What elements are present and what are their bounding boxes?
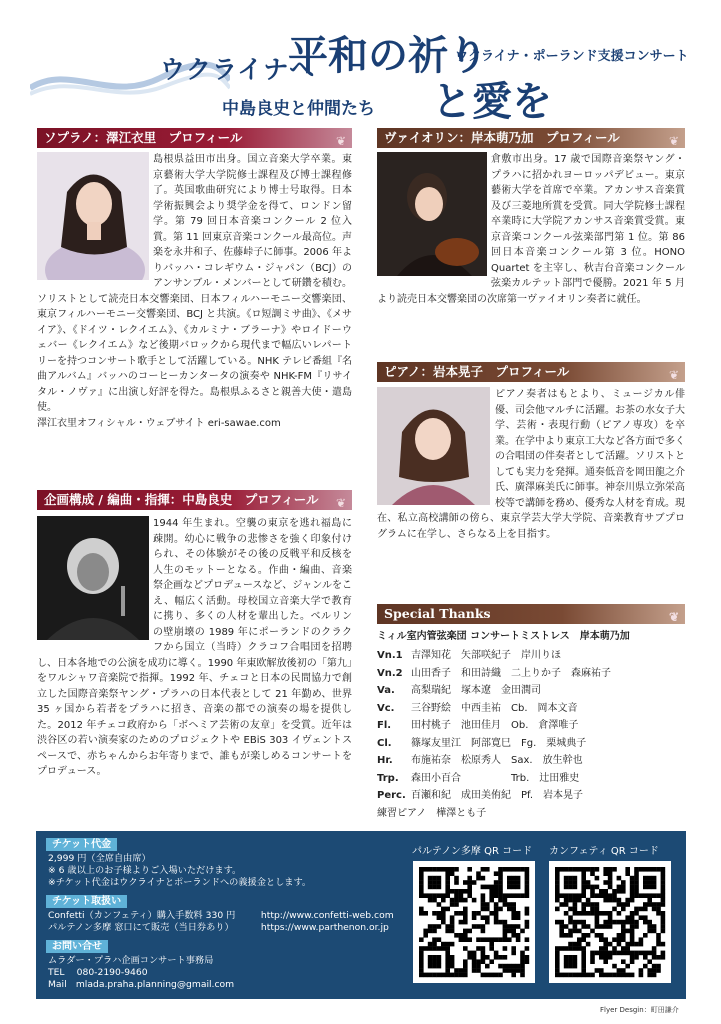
flourish-icon: ❦ xyxy=(335,134,346,148)
thanks-heading xyxy=(377,604,685,624)
thanks-row xyxy=(377,735,685,753)
qr-pattern xyxy=(549,861,671,983)
flourish-icon: ❦ xyxy=(668,134,679,148)
sales-row xyxy=(48,922,394,934)
piano-heading xyxy=(377,362,685,382)
violin-bio-text: 倉敷市出身。17 歳で国際音楽祭ヤング・プラハに招かれヨーロッパデビュー。東京藝術大学を首席で卒業。アカンサス音楽賞及び三菱地所賞を受賞。同大学院修士課程卒業時に大学院アカンサス音楽賞受賞。東京音楽コンクール弦楽部門第 1 位。第 86 回日本音楽コンクール第 3 位。HONO Quartet を主宰し、秋吉台音楽コンクール弦楽カルテット部門で優勝。2021 年 5 月より読売日本交響楽団の次席第一ヴァイオリン奏者に就任。 xyxy=(377,154,685,305)
piano-bio-text: ピアノ奏者はもとより、ミュージカル俳優、司会他マルチに活躍。お茶の水女子大学、芸術・表現行動（ピアノ専攻）を卒業。在学中より東京工大など各方面で多くの合唱団の伴奏者として活躍。ソリストとしても実力を発揮。通奏低音を岡田龍之介氏、廣澤麻美氏に師事。神奈川県立弥栄高校等で講師を務め、優秀な人材を育成。現在、私立高校講師の傍ら、東京学芸大学大学院、音楽教育サブプログラムに在学し、さらなる上を目指す。 xyxy=(377,389,685,540)
ticket-price-lines xyxy=(48,853,311,889)
ticket-line: 2,999 円（全席自由席） xyxy=(48,853,151,864)
flourish-icon: ❦ xyxy=(668,610,679,624)
thanks-row xyxy=(377,700,685,718)
contact-label: お問い合せ xyxy=(46,940,108,953)
designer-credit: Flyer Desgin：町田謙介 xyxy=(600,1006,679,1014)
thanks-row xyxy=(377,665,685,683)
conductor-heading xyxy=(37,490,352,510)
thanks-list xyxy=(377,647,685,822)
instrument-label: Va. xyxy=(377,685,395,696)
instrument-label: Perc. xyxy=(377,790,406,801)
player-names: 百瀬和紀 成田美侑紀 Pf. 岩本晃子 xyxy=(411,790,584,801)
qr-pattern xyxy=(413,861,535,983)
conductor-bio-text: 1944 年生まれ。空襲の東京を逃れ福島に疎開。幼心に戦争の悲惨さを強く印象付けられ、その体験がその後の反戦平和反核を人生のモットーとなる。作曲・編曲、音楽祭企画などプロデュースなど、ジャンルをこえ、幅広く活動。母校国立音楽大学で教育に携り、多くの人材を輩出した。ベルリンの壁崩壊の 1989 年にポーランドのクラクフから国立（当時）クラコフ合唱団を招聘し、日本各地での公演を成功に導く。1990 年東欧解放後初の「第九」をワルシャワ音楽院で指揮。1992 年、チェコと日本の民間協力で創立した国際音楽祭ヤング・プラハの日本代表として 21 年勤め、世界 35 ヶ国から若者をプラハに招き、音楽の都での演奏の場を提供した。2012 年チェコ政府から「ボヘミア芸術の友章」を受賞。近年は渋谷区の若い演奏家のためのプロジェクトや EBiS 303 イヴェントスペースで、赤ちゃんからお年寄りまで、誰もが楽しめるコンサートをプロデュース。 xyxy=(37,518,352,777)
parthenon-qr-code[interactable] xyxy=(413,861,535,983)
contact-line: TEL 080-2190-9460 xyxy=(48,967,148,978)
ticket-line: ※ 6 歳以上のお子様よりご入場いただけます。 xyxy=(48,865,242,876)
thanks-lead: ミィル室内管弦楽団 コンサートミストレス 岸本萌乃加 xyxy=(377,631,630,642)
thanks-row xyxy=(377,752,685,770)
thanks-row xyxy=(377,770,685,788)
instrument-label: Vn.2 xyxy=(377,667,403,679)
thanks-row xyxy=(377,787,685,805)
player-names: 吉澤知花 矢部咲紀子 岸川りほ xyxy=(411,650,561,661)
sales-url[interactable]: http://www.confetti-web.com xyxy=(260,910,394,921)
title-part-2: 平和の祈り xyxy=(288,32,488,79)
qr1-label: パルテノン多摩 QR コード xyxy=(412,846,533,857)
instrument-label: Hr. xyxy=(377,755,393,766)
thanks-heading-text: Special Thanks xyxy=(384,606,491,621)
flourish-icon: ❦ xyxy=(335,496,346,510)
ticket-sales-label: チケット取扱い xyxy=(46,895,127,908)
ticket-price-label: チケット代金 xyxy=(46,838,117,851)
instrument-label: Trp. xyxy=(377,772,399,784)
thanks-row xyxy=(377,717,685,735)
concert-subtitle: ウクライナ・ポーランド支援コンサート xyxy=(455,49,689,64)
thanks-row xyxy=(377,647,685,665)
soprano-photo-spacer xyxy=(37,152,153,282)
conductor-heading-text: 企画構成 / 編曲・指揮：中島良史 プロフィール xyxy=(44,492,319,507)
contact-lines xyxy=(48,955,234,991)
confetti-qr-code[interactable] xyxy=(549,861,671,983)
soprano-heading-text: ソプラノ：澤江衣里 プロフィール xyxy=(44,130,243,145)
player-names: 篠塚友里江 阿部寛巳 Fg. 栗城典子 xyxy=(411,737,587,749)
player-names: 練習ピアノ 樺澤とも子 xyxy=(377,807,487,819)
soprano-bio xyxy=(37,152,352,431)
player-names: 山田香子 和田詩織 二上りか子 森麻祐子 xyxy=(411,667,611,679)
piano-photo xyxy=(377,387,490,505)
piano-heading-text: ピアノ：岩本晃子 プロフィール xyxy=(384,364,570,379)
flourish-icon: ❦ xyxy=(668,368,679,382)
thanks-row xyxy=(377,805,685,823)
instrument-label: Vn.1 xyxy=(377,650,403,661)
sales-row xyxy=(48,910,394,922)
player-names: 森田小百合 Trb. 辻田雅史 xyxy=(411,772,580,784)
sales-url[interactable]: https://www.parthenon.or.jp xyxy=(260,922,389,933)
instrument-label: Cl. xyxy=(377,737,392,749)
player-names: 布施祐奈 松原秀人 Sax. 放生幹也 xyxy=(411,755,583,766)
violin-heading-text: ヴァイオリン：岸本萌乃加 プロフィール xyxy=(384,130,620,145)
ensemble-name: 中島良史と仲間たち xyxy=(222,99,375,119)
player-names: 三谷野絵 中西圭祐 Cb. 岡本文音 xyxy=(411,702,578,714)
violin-photo xyxy=(377,152,487,276)
contact-line: ムラダー・プラハ企画コンサート事務局 xyxy=(48,955,214,966)
soprano-bio-text: 島根県益田市出身。国立音楽大学卒業。東京藝術大学大学院修士課程及び博士課程修了。英国歌曲研究により博士号取得。日本学術振興会より奨学金を得て、ロンドン留学。第 79 回日本音楽コンクール 2 位入賞。第 11 回東京音楽コンクール最高位。声楽を永井和子、佐藤峠子に師事。2006 年よりバッハ・コレギウム・ジャパン（BCJ）のアンサンブル・メンバーとして研鑽を積む。ソリストとして読売日本交響楽団、日本フィルハーモニー交響楽団、東京フィルハーモニー交響楽団、BCJ と共演。《ロ短調ミサ曲》、《メサイア》、《ドイツ・レクイエム》、《カルミナ・ブラーナ》やロイドーウェバー《レクイエム》など後期バロックから現代まで幅広いレパートリーを持つコンサート歌手として活躍している。NHK テレビ番組『名曲アルバム』バッハのコーヒーカンタータの演奏や NHK-FM『リサイタル・ノヴァ』に出演し好評を得た。島根県ふるさと親善大使・遣島使。 xyxy=(37,154,352,413)
contact-line[interactable]: Mail mlada.praha.planning@gmail.com xyxy=(48,979,235,990)
title-part-1: ウクライナへ xyxy=(160,55,316,84)
soprano-website: 澤江衣里オフィシャル・ウェブサイト eri-sawae.com xyxy=(37,417,281,429)
instrument-label: Fl. xyxy=(377,720,392,731)
instrument-label: Vc. xyxy=(377,702,395,714)
sales-vendor: Confetti（カンフェティ）購入手数料 330 円 xyxy=(48,910,236,921)
violin-heading xyxy=(377,128,685,148)
thanks-row xyxy=(377,682,685,700)
title-part-3: と愛を xyxy=(432,78,552,125)
ticket-line: ※チケット代金はウクライナとポーランドへの義援金とします。 xyxy=(48,877,312,888)
player-names: 田村桃子 池田佳月 Ob. 倉澤唯子 xyxy=(411,720,579,731)
conductor-photo xyxy=(37,516,149,640)
qr2-label: カンフェティ QR コード xyxy=(549,846,659,857)
ticket-sales-lines xyxy=(48,910,394,934)
player-names: 高梨瑞紀 塚本遼 金田潤司 xyxy=(411,685,541,696)
sales-vendor: パルテノン多摩 窓口にて販売（当日券あり） xyxy=(48,922,234,933)
soprano-heading xyxy=(37,128,352,148)
